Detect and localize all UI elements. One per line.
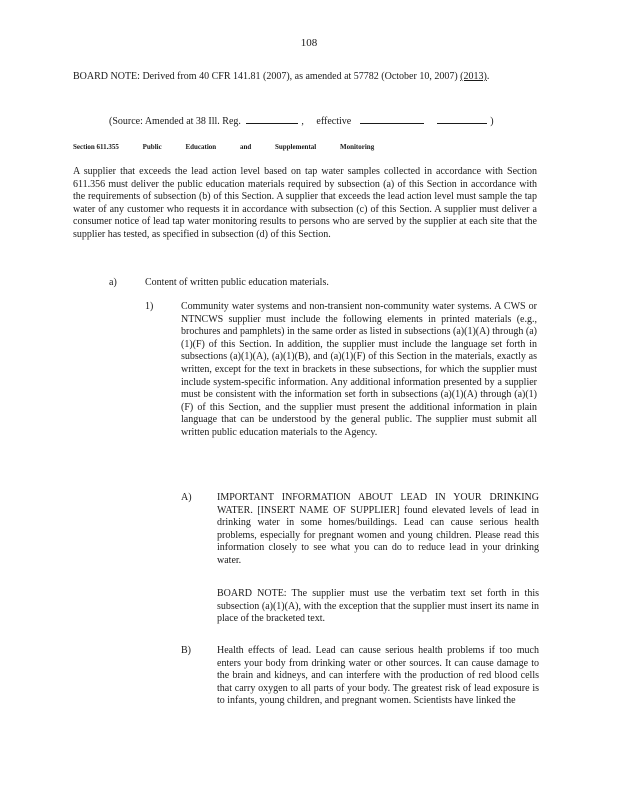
effective-date-blank-2 [437,114,487,124]
item-1-text: Community water systems and non-transient non-community water systems. A CWS or NTNCWS supplier must include the following elements in printed materials (e.g., brochures and pamphlets) in the same order as listed in subsections (a)(1)(A) through (a)(1)(F) of this Section. In addition, the supplier must include the language set forth in subsections (a)(1)(A), (a)(1)(B), and (a)(1)(F) of this Section in the materials, exactly as written, except for the text in brackets in these subsections, for which the supplier must include system-specific information. Any additional information presented by a supplier must be consistent with the information set forth in subsections (a)(1)(A) through (a)(1)(F) of this Section, and the supplier must present the additional information in plain language that can be understood by the general public. The supplier must submit all written public education materials to the Agency. [181,301,537,438]
section-title-word: and [239,143,252,151]
source-comma: , [301,116,304,127]
subsection-a-heading: Content of written public education materials. [145,277,329,288]
board-note-derivation [73,70,535,83]
item-A-text: IMPORTANT INFORMATION ABOUT LEAD IN YOUR DRINKING WATER. [INSERT NAME OF SUPPLIER] found elevated levels of lead in drinking water in some homes/buildings. Lead can cause serious health problems, especially for pregnant women and young children. Please read this information closely to see what you can do to reduce lead in your drinking water. [217,492,539,566]
source-prefix: (Source: Amended at 38 Ill. Reg. [109,116,241,127]
item-B-text: Health effects of lead. Lead can cause serious health problems if too much enters your body from drinking water or other sources. It can cause damage to the brain and kidneys, and can interfere with the production of red blood cells that carry oxygen to all parts of your body. The greatest risk of lead exposure is to infants, young children, and pregnant women. Scientists have linked the [217,645,539,707]
board-note-period: . [486,71,490,82]
section-title-word: Monitoring [339,143,375,151]
section-title-word: Public [142,143,162,151]
source-effective: effective [316,116,352,127]
section-heading [73,142,396,152]
item-1-label: 1) [145,301,154,312]
register-page-blank [246,114,298,124]
item-A-board-note: BOARD NOTE: The supplier must use the verbatim text set forth in this subsection (a)(1)(A), with the exception that the supplier must insert its name in place of the bracketed text. [217,588,539,625]
intro-paragraph: A supplier that exceeds the lead action level based on tap water samples collected in accordance with Section 611.356 must deliver the public education materials required by subsection (a) of this Section in accordance with the requirements of subsection (b) of this Section. A supplier that exceeds the lead action level must sample the tap water of any customer who requests it in accordance with subsection (c) of this Section. A supplier must deliver a consumer notice of lead tap water monitoring results to persons who are served by the supplier at each site that the supplier has tested, as specified in subsection (d) of this Section. [73,166,537,240]
item-A-label: A) [181,492,192,503]
section-title-word: Supplemental [274,143,317,151]
page-number: 108 [300,37,318,49]
effective-date-blank-1 [360,114,424,124]
subsection-a-label: a) [109,277,117,288]
board-note-text: BOARD NOTE: Derived from 40 CFR 141.81 (2007), as amended at 57782 (October 10, 2007) [73,71,458,82]
section-number: Section 611.355 [73,143,119,151]
source-line [109,114,529,128]
source-close: ) [490,116,494,127]
item-B-label: B) [181,645,191,656]
board-note-year-underlined: (2013) [460,71,487,82]
section-title-word: Education [185,143,217,151]
